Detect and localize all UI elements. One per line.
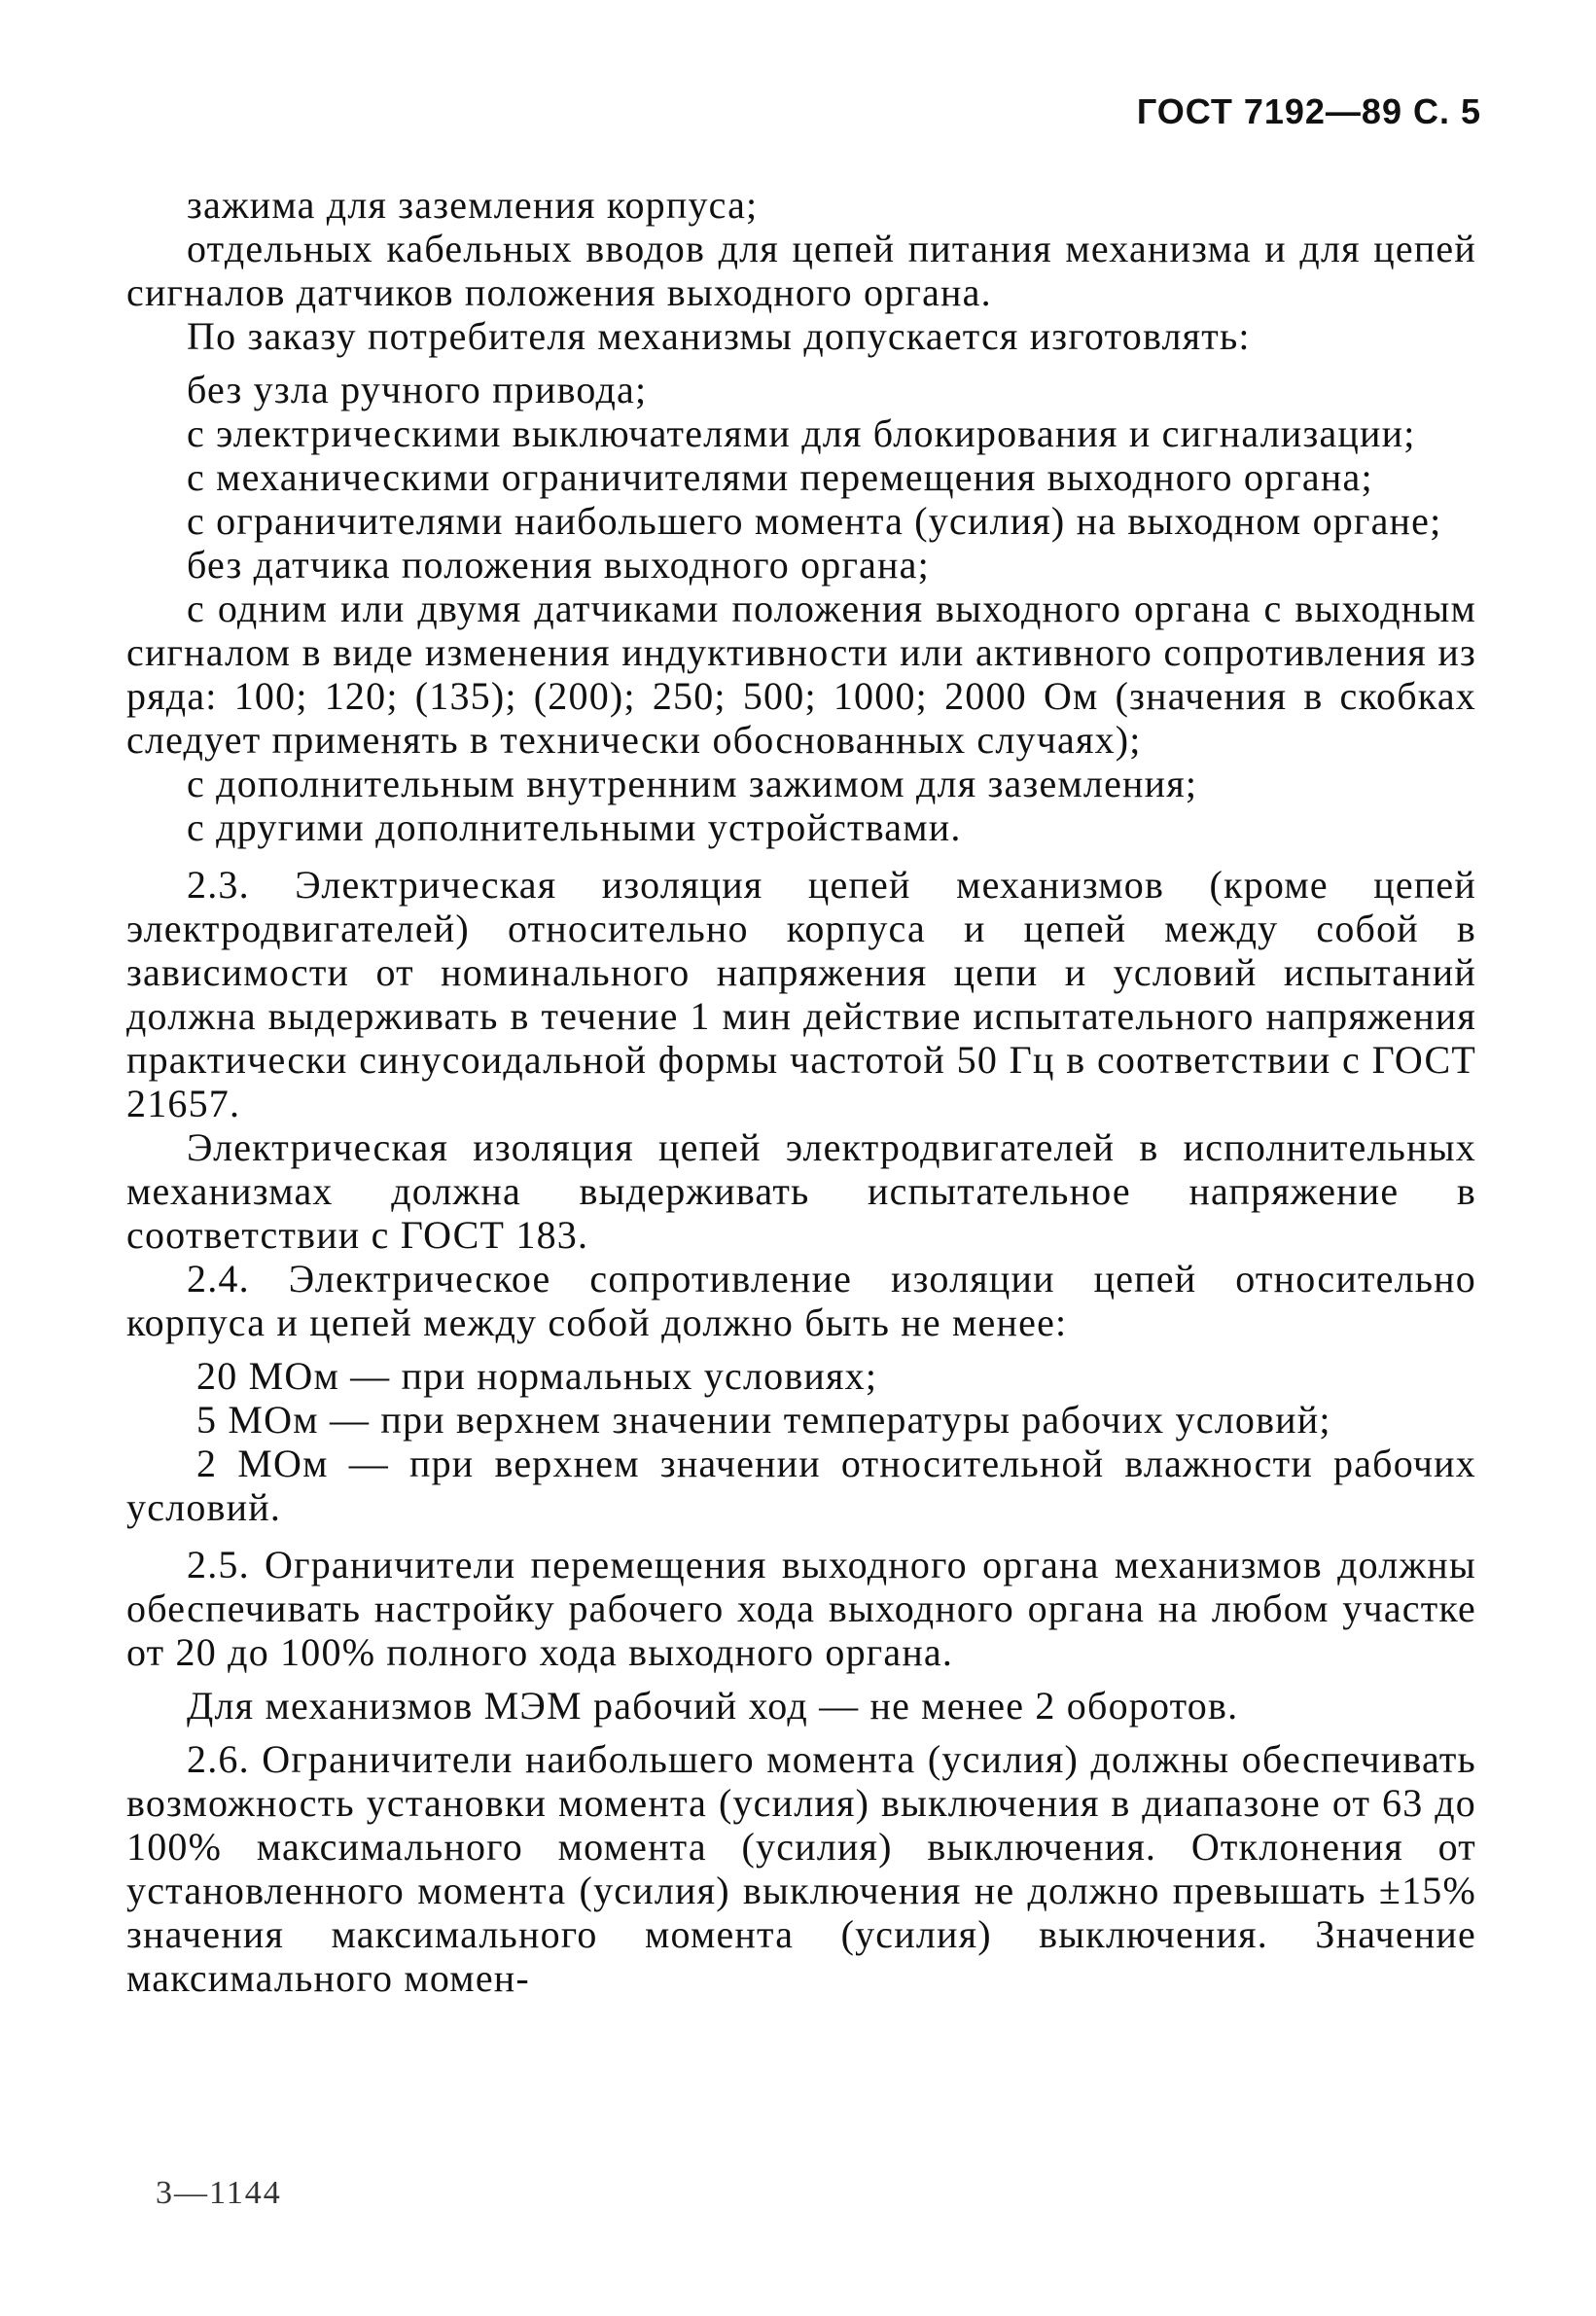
clause-2-6: 2.6. Ограничители наибольшего момента (усилия) должны обеспечивать возможность установки момента (усилия) выключения в диапазоне от 63 до 100% максимального момента (усилия) выключения. Отклонения от установленного момента (усилия) выключения не должно превышать ±15% значения максимального момента (усилия) выключения. Значение максимального момен- — [126, 1737, 1476, 2000]
running-header: ГОСТ 7192—89 С. 5 — [1136, 91, 1481, 131]
value-line: 5 МОм — при верхнем значении температуры рабочих условий; — [196, 1398, 1331, 1442]
list-item: без узла ручного привода; — [187, 368, 648, 411]
clause-2-5: 2.5. Ограничители перемещения выходного органа механизмов должны обеспечивать настройку рабочего хода выходного органа на любом участке от 20 до 100% полного хода выходного органа. — [126, 1543, 1476, 1674]
list-item: с одним или двумя датчиками положения выходного органа с выходным сигналом в виде изменения индуктивности или активного сопротивления из ряда: 100; 120; (135); (200); 250; 500; 1000; 2000 Ом (значения в скобках следует применять в технически обоснованных случаях); — [126, 587, 1476, 762]
signature-mark: 3—1144 — [156, 2175, 282, 2211]
list-item: с электрическими выключателями для блокирования и сигнализации; — [187, 411, 1416, 455]
paragraph: Электрическая изоляция цепей электродвигателей в исполнительных механизмах должна выдерживать испытательное напряжение в соответствии с ГОСТ 183. — [126, 1125, 1476, 1257]
paragraph: Для механизмов МЭМ рабочий ход — не менее 2 оборотов. — [187, 1684, 1239, 1728]
value-line: 2 МОм — при верхнем значении относительной влажности рабочих условий. — [126, 1442, 1476, 1529]
list-item: с другими дополнительными устройствами. — [187, 805, 962, 849]
document-body — [126, 183, 1476, 2000]
list-item: зажима для заземления корпуса; — [187, 183, 759, 227]
list-item: без датчика положения выходного органа; — [187, 543, 930, 587]
clause-2-3: 2.3. Электрическая изоляция цепей механизмов (кроме цепей электродвигателей) относительно корпуса и цепей между собой в зависимости от номинального напряжения цепи и условий испытаний должна выдерживать в течение 1 мин действие испытательного напряжения практически синусоидальной формы частотой 50 Гц в соответствии с ГОСТ 21657. — [126, 863, 1476, 1125]
value-line: 20 МОм — при нормальных условиях; — [196, 1354, 878, 1398]
paragraph: По заказу потребителя механизмы допускается изготовлять: — [187, 314, 1251, 358]
list-item: с механическими ограничителями перемещения выходного органа; — [187, 455, 1373, 499]
list-item: отдельных кабельных вводов для цепей питания механизма и для цепей сигналов датчиков положения выходного органа. — [126, 227, 1476, 314]
list-item: с ограничителями наибольшего момента (усилия) на выходном органе; — [187, 499, 1442, 543]
list-item: с дополнительным внутренним зажимом для заземления; — [187, 762, 1198, 805]
clause-2-4: 2.4. Электрическое сопротивление изоляции цепей относительно корпуса и цепей между собой должно быть не менее: — [126, 1257, 1476, 1344]
